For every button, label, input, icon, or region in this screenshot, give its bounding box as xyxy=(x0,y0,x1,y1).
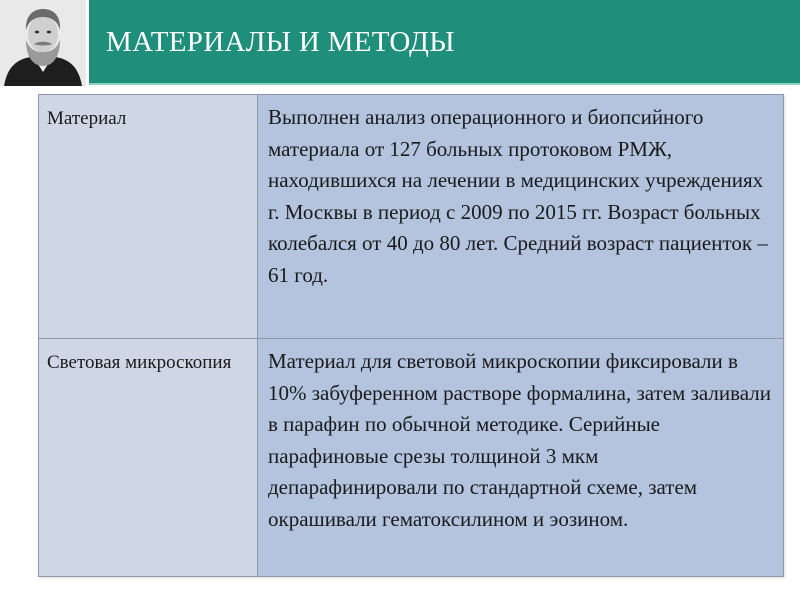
row-text-microscopy: Материал для световой микроскопии фиксировали в 10% забуференном растворе формалина, затем заливали в парафин по обычной методике. Серийные парафиновые срезы толщиной 3 мкм депарафинировали по стандартной схеме, затем окрашивали гематоксилином и эозином. xyxy=(258,339,784,577)
portrait-icon xyxy=(0,0,89,86)
materials-methods-table xyxy=(38,94,784,577)
table-row xyxy=(39,339,784,577)
slide-title: МАТЕРИАЛЫ И МЕТОДЫ xyxy=(106,26,455,58)
row-text-material: Выполнен анализ операционного и биопсийного материала от 127 больных протоковом РМЖ, находившихся на лечении в медицинских учреждениях г. Москвы в период с 2009 по 2015 гг. Возраст больных колебался от 40 до 80 лет. Средний возраст пациенток – 61 год. xyxy=(258,95,784,339)
row-label-material: Материал xyxy=(39,95,258,339)
table-row xyxy=(39,95,784,339)
row-label-microscopy: Световая микроскопия xyxy=(39,339,258,577)
